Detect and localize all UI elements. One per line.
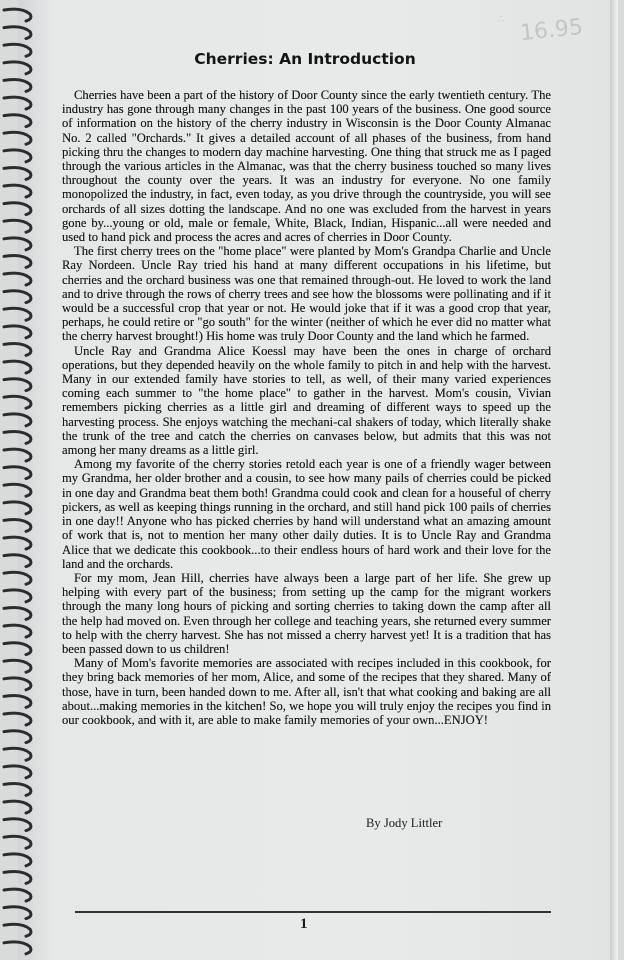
spiral-coil [4, 308, 31, 320]
spiral-coil [4, 44, 31, 56]
spiral-coil [4, 608, 31, 620]
spiral-coil [4, 748, 31, 760]
spiral-coil [4, 220, 31, 232]
article-body [62, 88, 551, 727]
byline: By Jody Littler [366, 816, 443, 830]
spiral-coil [4, 467, 31, 479]
spiral-coil [4, 854, 31, 866]
spiral-coil [4, 590, 31, 602]
spiral-coil [4, 256, 31, 268]
spiral-coil [4, 379, 31, 391]
paragraph: Among my favorite of the cherry stories retold each year is one of a friendly wager between my Grandma, her older brother and a cousin, to see how many pails of cherries could be picked in one day and Grandma beat them both! Grandma could cook and clean for a houseful of cherry pickers, as well as keeping things running in the orchard, and still hand pick 100 pails of cherries in one day!! Anyone who has picked cherries by hand will understand what an amazing amount of work that is, not to mention her many other daily duties. It is to Uncle Ray and Grandma Alice that we dedicate this cookbook...to their endless hours of hard work and their love for the land and the orchards. [62, 457, 551, 571]
paragraph: For my mom, Jean Hill, cherries have always been a large part of her life. She grew up helping with every part of the business; from setting up the camp for the migrant workers through the many long hours of picking and sorting cherries to taking down the camp after all the help had moved on. Even through her college and teaching years, she returned every summer to help with the cherry harvest. She has not missed a cherry harvest yet! It is a tradition that has been passed down to us children! [62, 570, 551, 656]
spiral-coil [4, 97, 31, 109]
spiral-coil [4, 344, 31, 356]
spiral-coil [4, 872, 31, 884]
spiral-coil [4, 537, 31, 549]
paragraph: Many of Mom's favorite memories are associated with recipes included in this cookbook, for they bring back memories of her mom, Alice, and some of the recipes that they shared. Many of those, have in turn, been handed down to me. After all, isn't that what cooking and baking are all about...making memories in the kitchen! So, we hope you will truly enjoy the recipes you find in our cookbook, and with it, are able to make family memories of your own...ENJOY! [62, 656, 551, 727]
spiral-coil [4, 572, 31, 584]
spiral-coil [4, 273, 31, 285]
spiral-coil [4, 924, 31, 936]
paragraph: Uncle Ray and Grandma Alice Koessl may have been the ones in charge of orchard operations, but they depended heavily on the whole family to pitch in and help with the harvest. Many in our extended family have stories to tell, as well, of their many varied experiences coming each summer to "the home place" to gather in the harvest. Mom's cousin, Vivian remembers picking cherries as a little girl and dreaming of different ways to speed up the harvesting process. She enjoys watching the mechani-cal shakers of today, which literally shake the trunk of the tree and catch the cherries on canvases below, but admits that this was not among her many dreams as a little girl. [62, 343, 551, 458]
spiral-coil [4, 185, 31, 197]
spiral-coil [4, 150, 31, 162]
spiral-coil [4, 502, 31, 514]
spiral-coil [4, 115, 31, 127]
spiral-coil [4, 9, 31, 21]
spiral-coil [4, 396, 31, 408]
spiral-coil [4, 203, 31, 215]
page-title: Cherries: An Introduction [194, 50, 416, 68]
spiral-coil [4, 660, 31, 672]
spiral-coil [4, 696, 31, 708]
spiral-coil [4, 731, 31, 743]
spiral-binding [0, 0, 44, 960]
handwritten-price: 16.95 [518, 14, 585, 47]
spiral-coil [4, 520, 31, 532]
paragraph: The first cherry trees on the "home place" were planted by Mom's Grandpa Charlie and Uncle Ray Nordeen. Uncle Ray tried his hand at many different occupations in his lifetime, but cherries and the orchard business was one that remained through-out. He loved to work the land and to drive through the rows of cherry trees and see how the blossoms were pollinating and if it would be a successful crop that year or not. He would joke that if it was a good crop that year, perhaps, he could retire or "go south" for the winter (neither of which he ever did no matter what the cherry harvest brought!) His home was truly Door County and the land which he farmed. [62, 244, 551, 344]
spiral-coil [4, 766, 31, 778]
spiral-coil [4, 713, 31, 725]
spiral-coil [4, 168, 31, 180]
spiral-coil [4, 449, 31, 461]
spiral-coil [4, 625, 31, 637]
spiral-coil [4, 484, 31, 496]
spiral-coil [4, 132, 31, 144]
spiral-coil [4, 907, 31, 919]
page-edge [610, 0, 618, 960]
spiral-coil [4, 238, 31, 250]
spiral-coil [4, 819, 31, 831]
spiral-coil [4, 62, 31, 74]
spiral-coil [4, 678, 31, 690]
spiral-coil [4, 942, 31, 954]
spiral-coil [4, 784, 31, 796]
page-number: 1 [300, 916, 308, 932]
spiral-coil [4, 80, 31, 92]
spiral-coil [4, 291, 31, 303]
spiral-coil [4, 27, 31, 39]
spiral-coil [4, 361, 31, 373]
spiral-coil [4, 555, 31, 567]
spiral-coil [4, 432, 31, 444]
pencil-mark: ∴ [498, 14, 505, 25]
spiral-coil [4, 889, 31, 901]
spiral-coil [4, 836, 31, 848]
footer-rule [75, 911, 551, 913]
spiral-coil [4, 414, 31, 426]
spiral-coil [4, 801, 31, 813]
spiral-coil [4, 326, 31, 338]
paragraph: Cherries have been a part of the history of Door County since the early twentieth century. The industry has gone through many changes in the past 100 years of the business. One good source of information on the history of the cherry industry in Wisconsin is the Door County Almanac No. 2 called "Orchards." It gives a detailed account of all phases of the business, from hand picking thru the changes to modern day machine harvesting. One thing that struck me as I paged through the various articles in the Almanac, was that the cherry business touched so many lives throughout the county over the years. It was an industry for everyone. No one family monopolized the industry, in fact, even today, as you drive through the countryside, you will see orchards of all sizes dotting the landscape. And no one was excluded from the harvest in years gone by...young or old, male or female, White, Black, Indian, Hispanic...all were needed and used to hand pick and process the acres and acres of cherries in Door County. [62, 88, 551, 245]
spiral-coil [4, 643, 31, 655]
